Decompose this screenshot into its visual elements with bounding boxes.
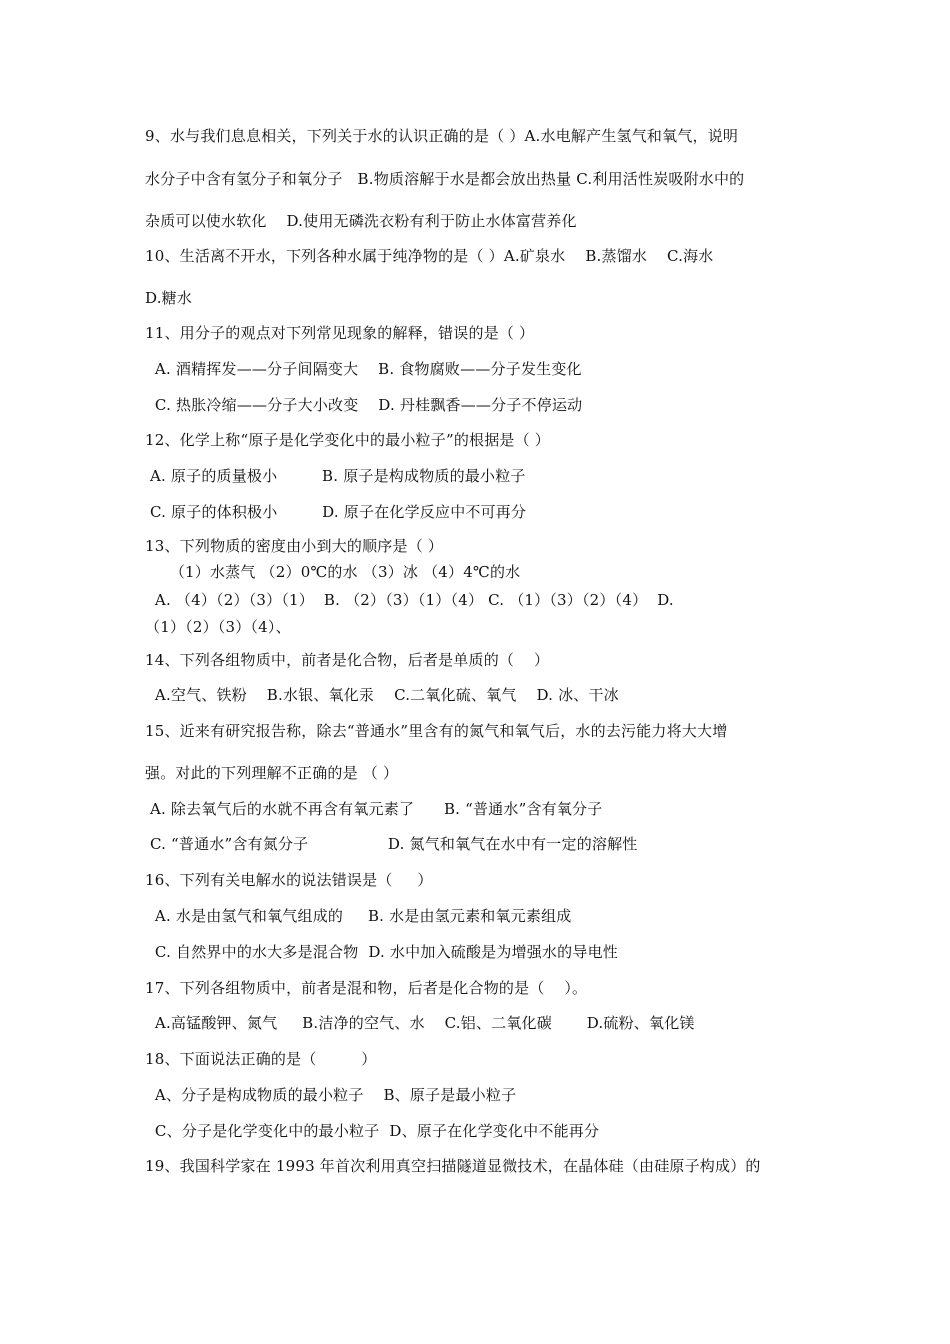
q9-line-2: 水分子中含有氢分子和氧分子 B.物质溶解于水是都会放出热量 C.利用活性炭吸附水中的	[145, 170, 745, 188]
q10-line-1: 10、生活离不开水，下列各种水属于纯净物的是（ ）A.矿泉水 B.蒸馏水 C.海水	[145, 247, 714, 265]
q9-line-1: 9、水与我们息息相关，下列关于水的认识正确的是（ ）A.水电解产生氢气和氧气，说明	[145, 127, 739, 145]
q12-stem: 12、化学上称“原子是化学变化中的最小粒子”的根据是（ ）	[145, 431, 550, 449]
q16-stem: 16、下列有关电解水的说法错误是（ ）	[145, 871, 433, 889]
q11-options-ab: A. 酒精挥发——分子间隔变大 B. 食物腐败——分子发生变化	[145, 360, 582, 378]
q15-line-2: 强。对此的下列理解不正确的是 （ ）	[145, 764, 399, 782]
q12-options-ab: A. 原子的质量极小 B. 原子是构成物质的最小粒子	[145, 467, 526, 485]
q18-options-ab: A、分子是构成物质的最小粒子 B、原子是最小粒子	[145, 1086, 517, 1104]
q13-items: （1）水蒸气 （2）0℃的水 （3）冰 （4）4℃的水	[145, 563, 521, 581]
q10-line-2: D.糖水	[145, 289, 193, 307]
q13-stem: 13、下列物质的密度由小到大的顺序是（ ）	[145, 537, 444, 555]
q15-options-cd: C. “普通水”含有氮分子 D. 氮气和氧气在水中有一定的溶解性	[145, 835, 638, 853]
q19-line-1: 19、我国科学家在 1993 年首次利用真空扫描隧道显微技术，在晶体硅（由硅原子构成）的	[145, 1157, 761, 1175]
q14-stem: 14、下列各组物质中，前者是化合物，后者是单质的（ ）	[145, 651, 550, 669]
q15-options-ab: A. 除去氧气后的水就不再含有氧元素了 B. “普通水”含有氧分子	[145, 800, 603, 818]
q12-options-cd: C. 原子的体积极小 D. 原子在化学反应中不可再分	[145, 503, 527, 521]
q13-options-line-2: （1）（2）（3）（4）、	[145, 618, 291, 636]
q11-options-cd: C. 热胀冷缩——分子大小改变 D. 丹桂飘香——分子不停运动	[145, 396, 583, 414]
q9-line-3: 杂质可以使水软化 D.使用无磷洗衣粉有利于防止水体富营养化	[145, 212, 577, 230]
q18-options-cd: C、分子是化学变化中的最小粒子 D、原子在化学变化中不能再分	[145, 1122, 600, 1140]
q13-options-line-1: A. （4）（2）（3）（1） B. （2）（3）（1）（4） C. （1）（3）（2）（4） D.	[145, 591, 674, 609]
q15-line-1: 15、近来有研究报告称，除去“普通水”里含有的氮气和氧气后，水的去污能力将大大增	[145, 722, 728, 740]
q14-options: A.空气、铁粉 B.水银、氧化汞 C.二氧化硫、氧气 D. 冰、干冰	[145, 686, 619, 704]
q16-options-cd: C. 自然界中的水大多是混合物 D. 水中加入硫酸是为增强水的导电性	[145, 943, 618, 961]
q17-stem: 17、下列各组物质中，前者是混和物，后者是化合物的是（ ）。	[145, 979, 588, 997]
q11-stem: 11、用分子的观点对下列常见现象的解释，错误的是（ ）	[145, 324, 535, 342]
q18-stem: 18、下面说法正确的是（ ）	[145, 1050, 377, 1068]
q17-options: A.高锰酸钾、氮气 B.洁净的空气、水 C.铝、二氧化碳 D.硫粉、氧化镁	[145, 1014, 695, 1032]
q16-options-ab: A. 水是由氢气和氧气组成的 B. 水是由氢元素和氧元素组成	[145, 907, 572, 925]
